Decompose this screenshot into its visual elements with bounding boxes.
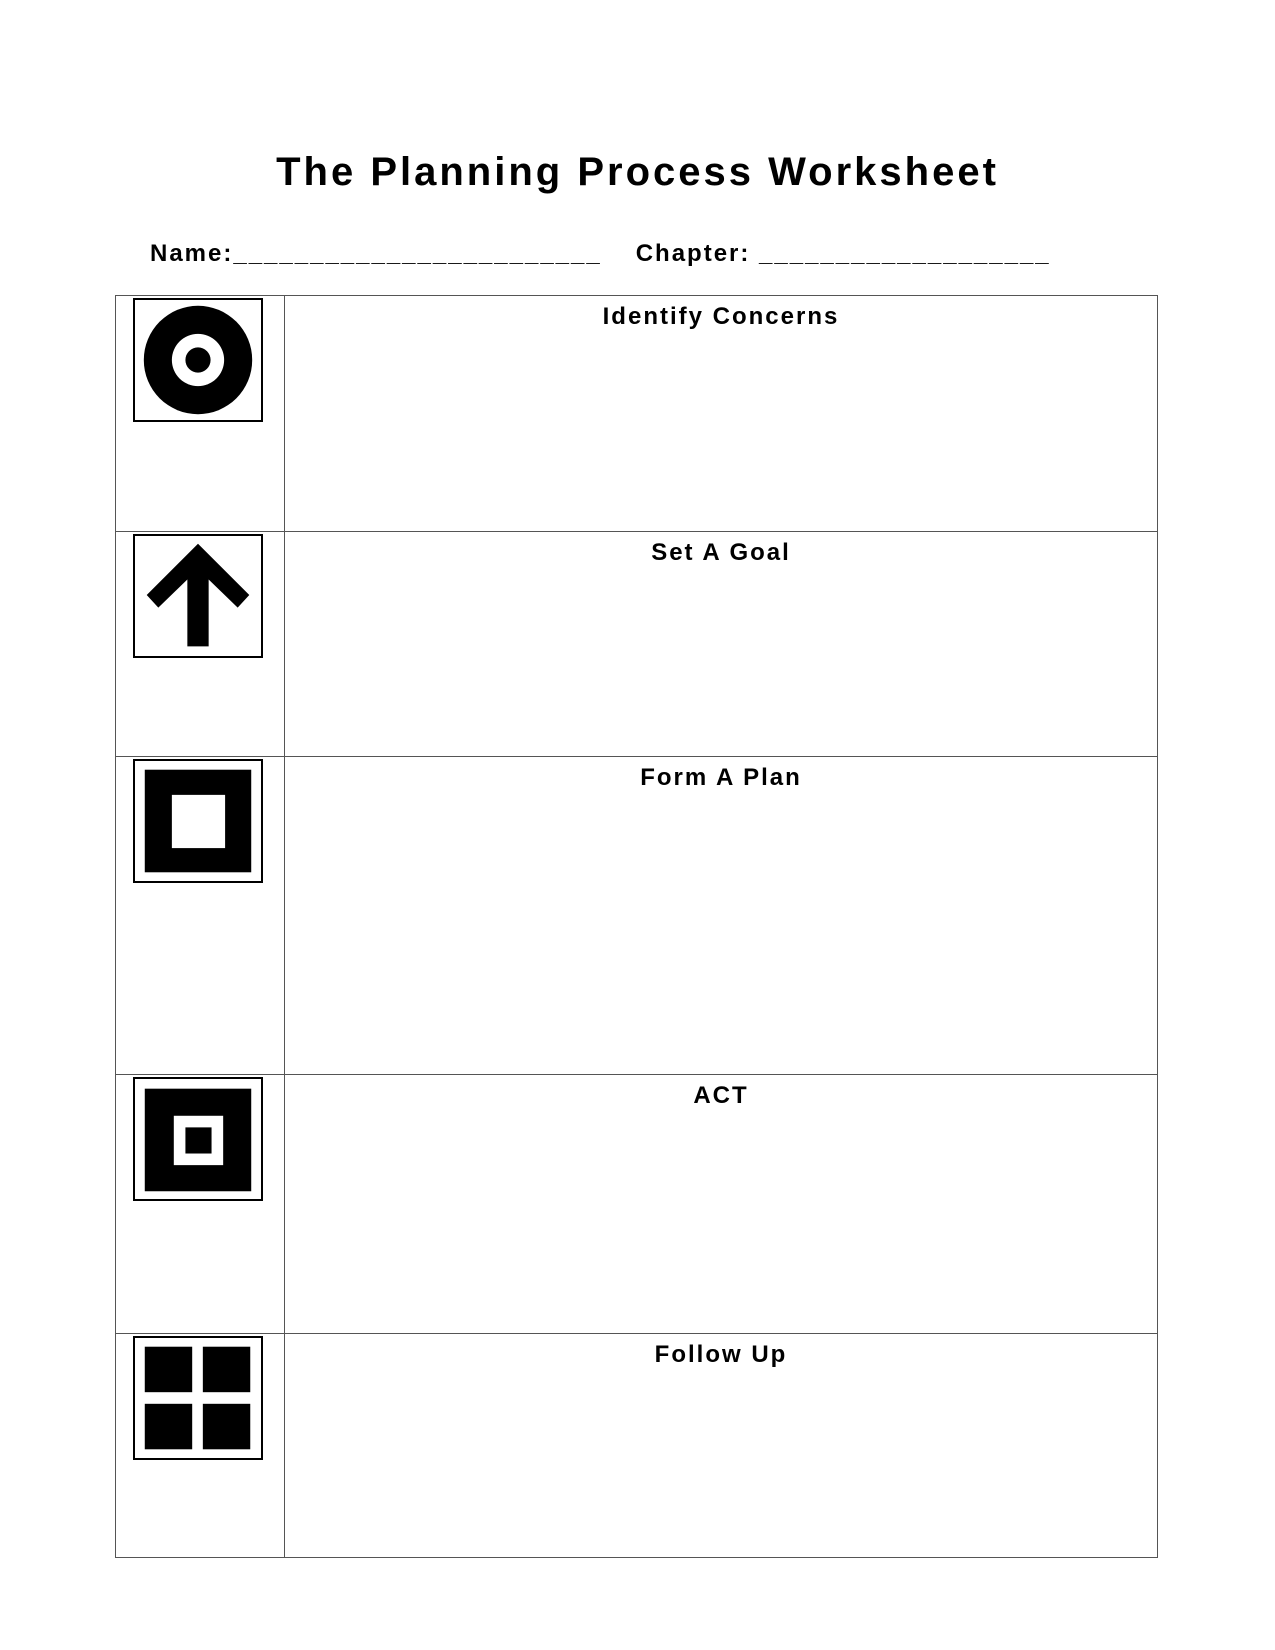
info-line bbox=[150, 240, 1051, 268]
form-a-plan-cell[interactable] bbox=[285, 757, 1158, 1075]
name-field[interactable]: Name:________________________ bbox=[150, 240, 602, 267]
four-squares-icon bbox=[133, 1336, 263, 1460]
icon-cell bbox=[116, 296, 285, 532]
icon-cell bbox=[116, 1075, 285, 1334]
section-heading: ACT bbox=[693, 1082, 749, 1109]
table-row bbox=[116, 532, 1158, 757]
up-arrow-icon bbox=[133, 534, 263, 658]
section-heading: Identify Concerns bbox=[602, 303, 840, 330]
square-frame-icon bbox=[133, 759, 263, 883]
act-cell[interactable] bbox=[285, 1075, 1158, 1334]
follow-up-cell[interactable] bbox=[285, 1334, 1158, 1558]
nested-square-icon bbox=[133, 1077, 263, 1201]
icon-cell bbox=[116, 1334, 285, 1558]
table-row bbox=[116, 1334, 1158, 1558]
section-heading: Follow Up bbox=[654, 1341, 788, 1368]
table-row bbox=[116, 1075, 1158, 1334]
set-a-goal-cell[interactable] bbox=[285, 532, 1158, 757]
icon-cell bbox=[116, 757, 285, 1075]
icon-cell bbox=[116, 532, 285, 757]
chapter-field[interactable]: Chapter: ___________________ bbox=[635, 240, 1051, 267]
section-heading: Form A Plan bbox=[640, 764, 802, 791]
table-row bbox=[116, 757, 1158, 1075]
section-heading: Set A Goal bbox=[651, 539, 791, 566]
page-title: The Planning Process Worksheet bbox=[276, 150, 999, 194]
table-row bbox=[116, 296, 1158, 532]
identify-concerns-cell[interactable] bbox=[285, 296, 1158, 532]
target-icon bbox=[133, 298, 263, 422]
planning-table bbox=[115, 295, 1158, 1558]
